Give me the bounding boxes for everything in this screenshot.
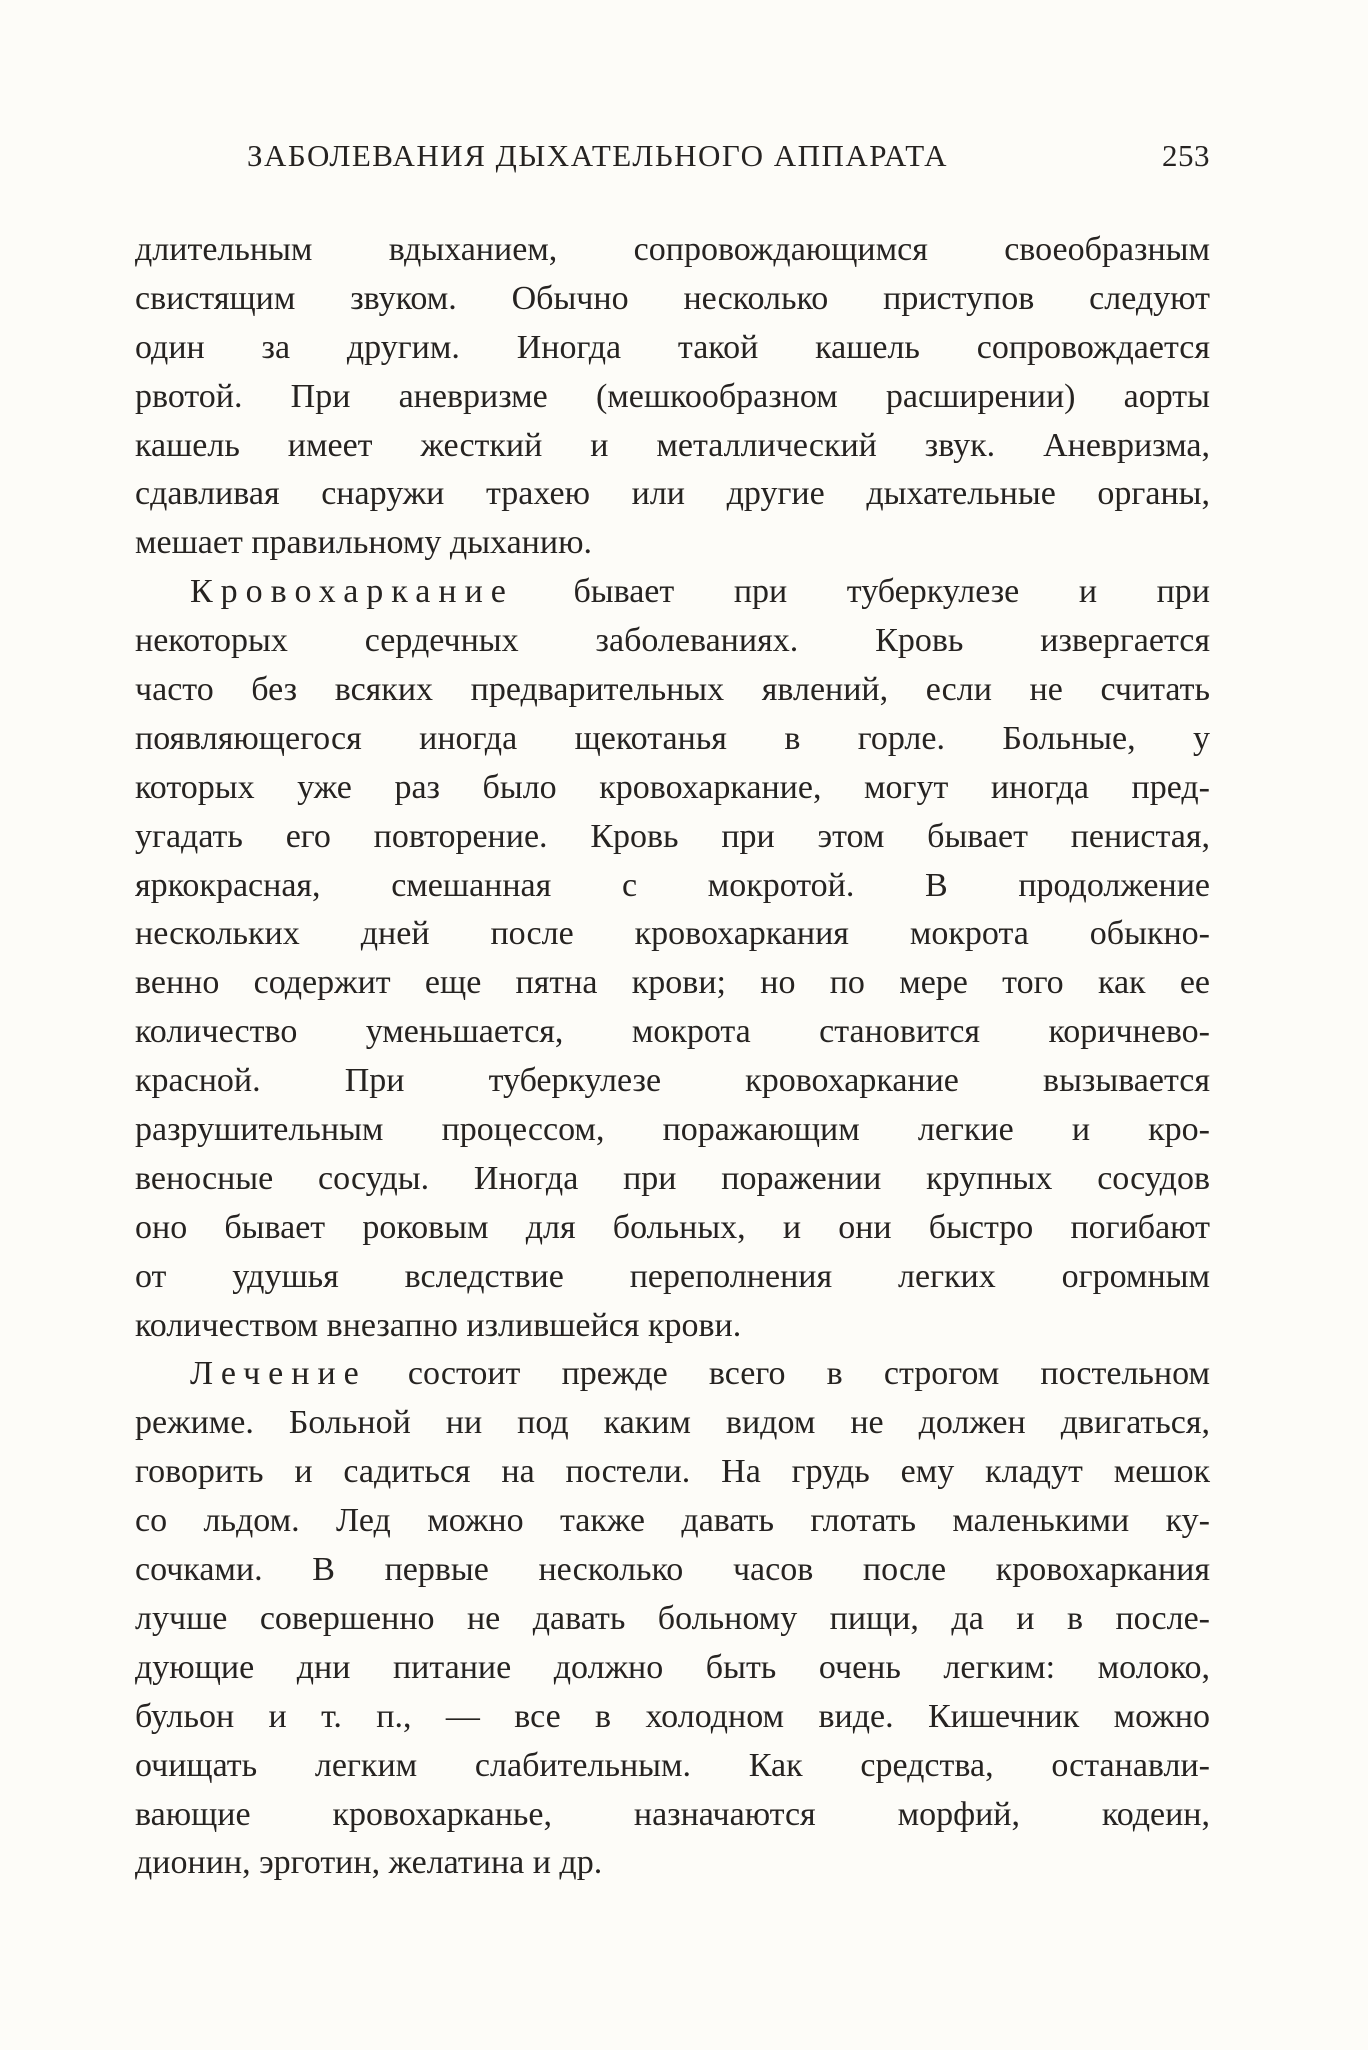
- paragraph-hemoptysis: [135, 568, 1210, 1350]
- text-line: оно бывает роковым для больных, и они быстро погибают: [135, 1208, 1210, 1246]
- text-line: свистящим звуком. Обычно несколько приступов следуют: [135, 279, 1210, 317]
- text-line: количеством внезапно излившейся крови.: [135, 1306, 742, 1344]
- text-line: бульон и т. п., — все в холодном виде. Кишечник можно: [135, 1697, 1210, 1735]
- text-line: яркокрасная, смешанная с мокротой. В продолжение: [135, 866, 1210, 904]
- text-line: от удушья вследствие переполнения легких огромным: [135, 1257, 1210, 1295]
- text-line: разрушительным процессом, поражающим легкие и кро-: [135, 1111, 1210, 1149]
- text-line: сочками. В первые несколько часов после кровохаркания: [135, 1551, 1210, 1589]
- text-line: длительным вдыханием, сопровождающимся своеобразным: [135, 231, 1210, 268]
- text-line: дующие дни питание должно быть очень легким: молоко,: [135, 1648, 1210, 1686]
- text-line: [135, 1350, 1210, 1399]
- page-number: 253: [1162, 138, 1210, 173]
- lead-term-hemoptysis: Кровохаркание: [190, 573, 514, 611]
- text-line: угадать его повторение. Кровь при этом бывает пенистая,: [135, 817, 1210, 855]
- line-text: бывает при туберкулезе и при: [573, 573, 1210, 611]
- text-line: венно содержит еще пятна крови; но по мере того как ее: [135, 964, 1210, 1002]
- text-line: сдавливая снаружи трахею или другие дыхательные органы,: [135, 475, 1210, 513]
- body-text: [135, 226, 1210, 1888]
- text-line: очищать легким слабительным. Как средства, останавли-: [135, 1746, 1210, 1784]
- text-line: которых уже раз было кровохаркание, могут иногда пред-: [135, 768, 1210, 806]
- text-line: лучше совершенно не давать больному пищи, да и в после-: [135, 1599, 1210, 1637]
- text-line: красной. При туберкулезе кровохаркание вызывается: [135, 1062, 1210, 1100]
- line-text: состоит прежде всего в строгом постельном: [407, 1355, 1210, 1393]
- text-line: мешает правильному дыханию.: [135, 524, 592, 562]
- text-line: кашель имеет жесткий и металлический звук. Аневризма,: [135, 426, 1210, 464]
- text-line: дионин, эрготин, желатина и др.: [135, 1844, 603, 1882]
- paragraph-treatment: [135, 1350, 1210, 1888]
- text-line: [135, 568, 1210, 617]
- text-line: часто без всяких предварительных явлений, если не считать: [135, 671, 1210, 709]
- text-line: один за другим. Иногда такой кашель сопровождается: [135, 328, 1210, 366]
- paragraph-cough: [135, 226, 1210, 568]
- text-line: веносные сосуды. Иногда при поражении крупных сосудов: [135, 1159, 1210, 1197]
- text-line: появляющегося иногда щекотанья в горле. Больные, у: [135, 719, 1210, 757]
- text-line: со льдом. Лед можно также давать глотать маленькими ку-: [135, 1502, 1210, 1540]
- text-line: некоторых сердечных заболеваниях. Кровь извергается: [135, 622, 1210, 660]
- running-title: ЗАБОЛЕВАНИЯ ДЫХАТЕЛЬНОГО АППАРАТА: [247, 138, 948, 173]
- text-line: режиме. Больной ни под каким видом не должен двигаться,: [135, 1404, 1210, 1442]
- lead-term-treatment: Лечение: [190, 1355, 367, 1393]
- text-line: количество уменьшается, мокрота становится коричнево-: [135, 1013, 1210, 1051]
- text-line: нескольких дней после кровохаркания мокрота обыкно-: [135, 915, 1210, 953]
- running-header: [135, 138, 1210, 182]
- text-line: рвотой. При аневризме (мешкообразном расширении) аорты: [135, 377, 1210, 415]
- text-line: говорить и садиться на постели. На грудь ему кладут мешок: [135, 1453, 1210, 1491]
- text-line: вающие кровохарканье, назначаются морфий, кодеин,: [135, 1795, 1210, 1833]
